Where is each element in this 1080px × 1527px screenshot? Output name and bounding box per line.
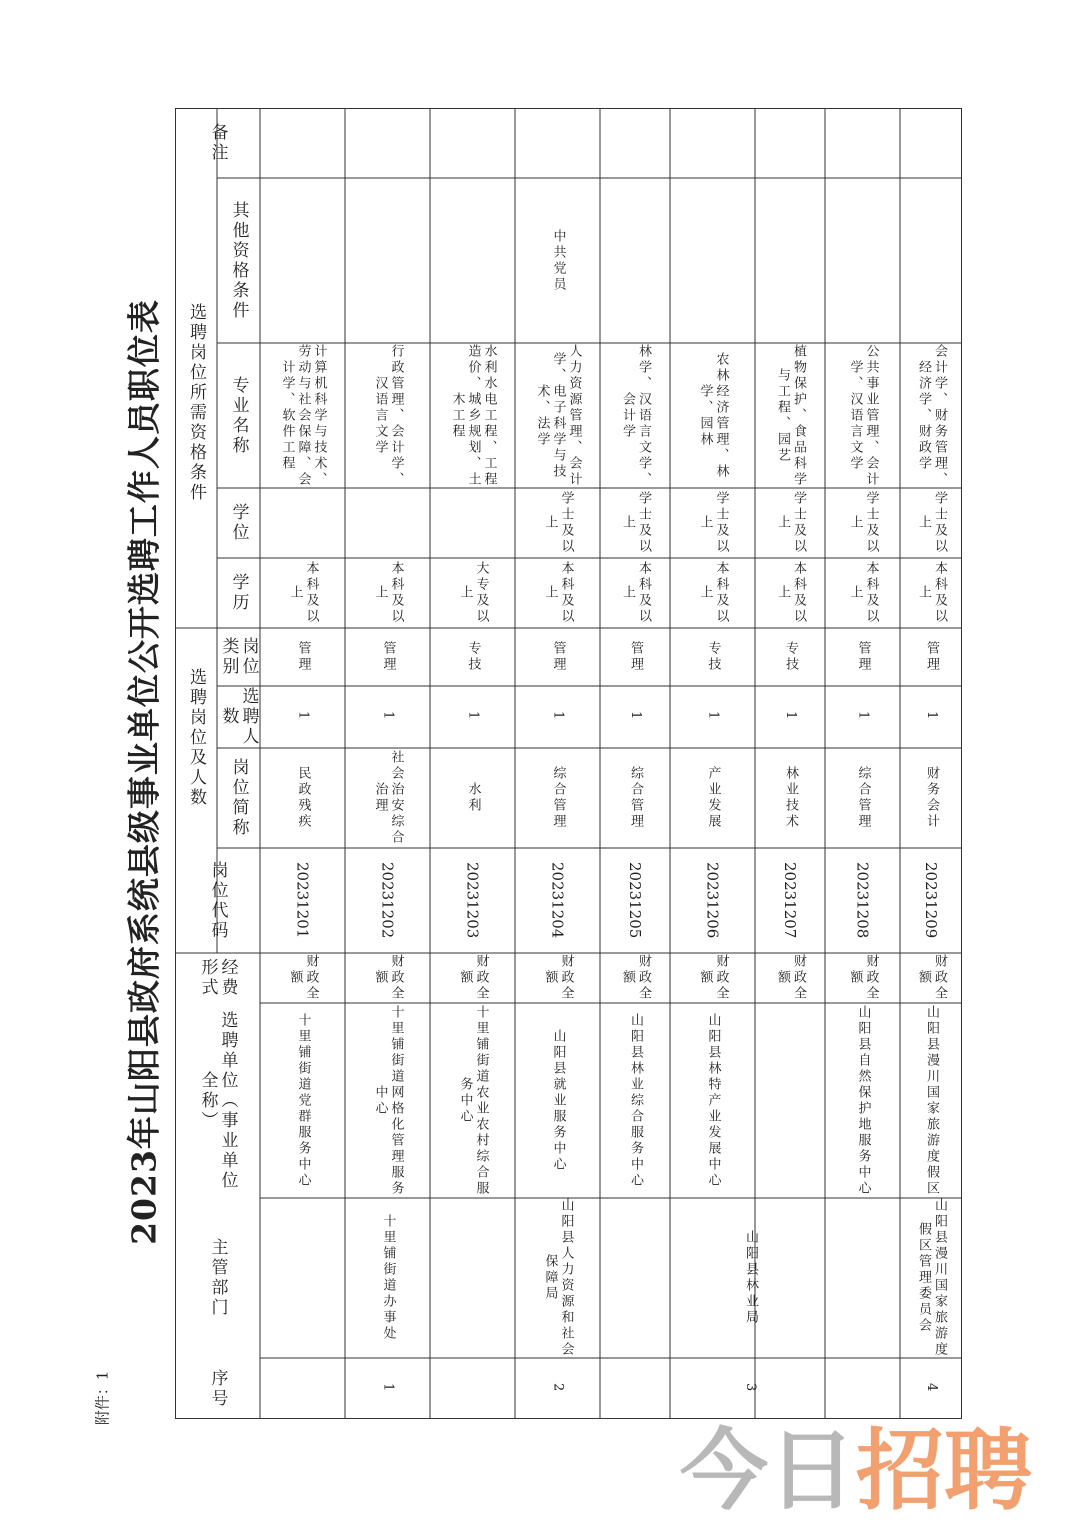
row-unit <box>260 1003 345 1198</box>
header-degree <box>217 488 260 558</box>
row-code <box>345 848 430 953</box>
row-funding <box>430 953 515 1003</box>
header-department-text: 主管部门 <box>207 1238 228 1318</box>
row-category <box>600 628 670 686</box>
row-funding <box>825 953 900 1003</box>
header-remark-text: 备注 <box>207 123 228 163</box>
row-code-text: 20231203 <box>463 862 482 939</box>
row-degree-text: 学士及以上 <box>916 491 947 555</box>
row-major-text: 植物保护、食品科学与工程、园艺 <box>775 343 806 488</box>
row-education <box>670 558 755 628</box>
row-category <box>515 628 600 686</box>
row-education <box>600 558 670 628</box>
row-major <box>600 343 670 488</box>
row-count-text: 1 <box>855 711 871 723</box>
watermark-part1: 今日 <box>680 1419 857 1522</box>
position-table <box>175 108 962 1419</box>
row-category-text: 专技 <box>705 641 721 673</box>
group-department-text: 山阳县漫川国家旅游度假区管理委员会 <box>916 1198 947 1358</box>
row-education <box>345 558 430 628</box>
row-remark <box>900 108 962 178</box>
row-code <box>260 848 345 953</box>
row-remark <box>755 108 825 178</box>
header-seq <box>175 1358 260 1419</box>
row-category-text: 专技 <box>783 641 798 673</box>
row-education-text: 本科及以上 <box>697 561 729 625</box>
row-unit <box>825 1003 900 1198</box>
row-education <box>900 558 962 628</box>
header-category <box>217 628 260 686</box>
row-funding <box>755 953 825 1003</box>
header-qualification-group <box>175 178 217 628</box>
row-unit-text: 山阳县林业综合服务中心 <box>628 1012 643 1189</box>
row-position <box>755 748 825 848</box>
row-unit <box>345 1003 430 1198</box>
row-count-text: 1 <box>705 711 721 723</box>
row-funding-text: 财政全额 <box>697 954 729 1002</box>
row-category <box>900 628 962 686</box>
page-title: 2023年山阳县政府系统县级事业单位公开选聘工作人员职位表 <box>124 299 164 1245</box>
row-position <box>345 748 430 848</box>
row-category <box>345 628 430 686</box>
row-count-text: 1 <box>465 711 481 723</box>
row-education-text: 本科及以上 <box>287 561 319 625</box>
header-education-text: 学历 <box>228 573 249 613</box>
row-category-text: 管理 <box>380 641 396 673</box>
row-other <box>260 178 345 343</box>
row-major-text: 行政管理、会计学、汉语言文学 <box>372 343 404 488</box>
header-remark <box>175 108 260 178</box>
row-position-text: 产业发展 <box>705 766 721 830</box>
row-code-text: 20231208 <box>853 862 872 939</box>
header-code-text: 岗位代码 <box>207 860 228 941</box>
header-count <box>217 686 260 748</box>
group-department-text: 山阳县林业局 <box>743 1230 758 1326</box>
row-education-text: 本科及以上 <box>775 561 806 625</box>
row-degree <box>755 488 825 558</box>
row-category-text: 管理 <box>924 641 939 673</box>
row-remark <box>345 108 430 178</box>
group-seq-text: 3 <box>743 1382 758 1395</box>
row-count <box>430 686 515 748</box>
header-seq-text: 序号 <box>207 1368 228 1409</box>
row-position <box>515 748 600 848</box>
row-category <box>755 628 825 686</box>
group-department <box>600 1198 900 1358</box>
row-unit <box>430 1003 515 1198</box>
row-remark <box>260 108 345 178</box>
row-code <box>430 848 515 953</box>
group-seq <box>600 1358 900 1419</box>
row-education <box>515 558 600 628</box>
row-category-text: 管理 <box>855 641 871 673</box>
row-major-text: 人力资源管理、会计学、电子科学与技术、法学 <box>534 343 582 488</box>
row-unit <box>900 1003 962 1198</box>
row-category <box>260 628 345 686</box>
row-count <box>900 686 962 748</box>
row-funding-text: 财政全额 <box>287 954 319 1002</box>
row-education <box>430 558 515 628</box>
group-seq <box>900 1358 962 1419</box>
row-position-text: 综合管理 <box>855 766 871 830</box>
row-position <box>825 748 900 848</box>
row-unit-text: 十里铺街道党群服务中心 <box>295 1012 311 1189</box>
row-remark <box>430 108 515 178</box>
row-code-text: 20231209 <box>922 862 940 939</box>
row-position-text: 水利 <box>465 782 481 814</box>
row-category <box>430 628 515 686</box>
header-position-name <box>217 748 260 848</box>
row-count <box>825 686 900 748</box>
row-unit-text: 十里铺街道网格化管理服务中心 <box>372 1004 404 1197</box>
row-education-text: 大专及以上 <box>457 561 489 625</box>
row-education-text: 本科及以上 <box>372 561 404 625</box>
row-degree <box>345 488 430 558</box>
row-position <box>600 748 670 848</box>
row-other <box>600 178 670 343</box>
row-position <box>670 748 755 848</box>
row-other <box>670 178 755 343</box>
row-major-text: 林学、汉语言文学、会计学 <box>620 343 651 488</box>
row-degree <box>825 488 900 558</box>
row-funding <box>260 953 345 1003</box>
header-funding <box>175 953 260 1003</box>
row-other-text: 中共党员 <box>550 228 566 293</box>
row-major <box>345 343 430 488</box>
row-funding <box>345 953 430 1003</box>
row-other <box>345 178 430 343</box>
row-funding-text: 财政全额 <box>372 954 404 1002</box>
row-degree-text: 学士及以上 <box>775 491 806 555</box>
watermark-part2: 招聘 <box>856 1419 1033 1522</box>
row-count <box>260 686 345 748</box>
row-funding <box>600 953 670 1003</box>
group-department-text: 十里铺街道办事处 <box>380 1214 396 1342</box>
header-degree-text: 学位 <box>228 503 249 543</box>
group-department <box>260 1198 515 1358</box>
row-funding <box>900 953 962 1003</box>
watermark-logo <box>680 1420 1075 1522</box>
row-code-text: 20231206 <box>703 862 722 939</box>
row-code <box>900 848 962 953</box>
row-count <box>670 686 755 748</box>
row-major-text: 农林经济管理、林学、园林 <box>697 351 729 480</box>
row-position-text: 民政残疾 <box>295 766 311 830</box>
row-unit-text: 山阳县漫川国家旅游度假区 <box>924 1004 939 1197</box>
row-major <box>755 343 825 488</box>
row-category-text: 专技 <box>465 641 481 673</box>
row-position-text: 综合管理 <box>550 766 566 830</box>
row-education-text: 本科及以上 <box>542 561 574 625</box>
row-position-text: 社会治安综合治理 <box>372 750 404 846</box>
row-funding-text: 财政全额 <box>457 954 489 1002</box>
row-degree <box>900 488 962 558</box>
row-position <box>430 748 515 848</box>
row-major <box>670 343 755 488</box>
group-department <box>515 1198 600 1358</box>
header-count-text: 选聘人数 <box>218 687 259 747</box>
row-degree <box>670 488 755 558</box>
header-unit-text: 选聘单位（事业单位全称） <box>197 1010 238 1191</box>
row-degree <box>260 488 345 558</box>
row-degree <box>600 488 670 558</box>
group-seq-text: 2 <box>550 1382 566 1395</box>
row-degree <box>430 488 515 558</box>
row-funding-text: 财政全额 <box>542 954 574 1002</box>
header-position-group <box>175 628 217 848</box>
row-position-text: 综合管理 <box>628 766 643 830</box>
header-other <box>217 178 260 343</box>
header-position-name-text: 岗位简称 <box>228 758 249 838</box>
row-major <box>430 343 515 488</box>
row-education <box>825 558 900 628</box>
row-other <box>430 178 515 343</box>
header-code <box>175 848 260 953</box>
row-other <box>825 178 900 343</box>
row-major <box>825 343 900 488</box>
header-education <box>217 558 260 628</box>
header-other-text: 其他资格条件 <box>228 200 249 321</box>
row-major <box>900 343 962 488</box>
row-major-text: 公共事业管理、会计学、汉语言文学 <box>847 343 879 488</box>
row-major-text: 计算机科学与技术、劳动与社会保障、会计学、软件工程 <box>279 343 327 488</box>
row-unit <box>755 1003 825 1198</box>
row-degree-text: 学士及以上 <box>697 491 729 555</box>
group-department-text: 山阳县人力资源和社会保障局 <box>542 1198 574 1358</box>
row-funding-text: 财政全额 <box>916 954 947 1002</box>
row-position <box>260 748 345 848</box>
row-education-text: 本科及以上 <box>916 561 947 625</box>
row-code-text: 20231205 <box>626 862 644 939</box>
row-code-text: 20231207 <box>781 862 799 939</box>
row-count-text: 1 <box>380 711 396 723</box>
row-remark <box>600 108 670 178</box>
row-count-text: 1 <box>295 711 311 723</box>
row-major <box>515 343 600 488</box>
row-count <box>755 686 825 748</box>
row-unit-text: 山阳县自然保护地服务中心 <box>855 1004 871 1197</box>
row-count-text: 1 <box>550 711 566 723</box>
row-count-text: 1 <box>628 711 643 723</box>
row-count <box>600 686 670 748</box>
row-category-text: 管理 <box>295 641 311 673</box>
row-count <box>515 686 600 748</box>
header-department <box>175 1198 260 1358</box>
row-code-text: 20231204 <box>548 862 567 939</box>
row-unit <box>670 1003 755 1198</box>
group-seq-text: 1 <box>380 1382 396 1395</box>
row-category <box>825 628 900 686</box>
header-position-group-text: 选聘岗位及人数 <box>186 668 206 808</box>
row-education-text: 本科及以上 <box>620 561 651 625</box>
row-degree <box>515 488 600 558</box>
row-category-text: 管理 <box>628 641 643 673</box>
group-department <box>900 1198 962 1358</box>
row-code <box>515 848 600 953</box>
row-remark <box>670 108 755 178</box>
row-unit-text: 十里铺街道农业农村综合服务中心 <box>457 1004 489 1197</box>
header-major <box>217 343 260 488</box>
header-category-text: 岗位类别 <box>218 637 259 677</box>
row-code <box>755 848 825 953</box>
attachment-label: 附件：1 <box>93 1370 112 1426</box>
row-funding <box>670 953 755 1003</box>
row-category <box>670 628 755 686</box>
row-funding-text: 财政全额 <box>620 954 651 1002</box>
row-education-text: 本科及以上 <box>847 561 879 625</box>
row-other <box>755 178 825 343</box>
row-major-text: 水利水电工程、工程造价、城乡规划、土木工程 <box>449 343 497 488</box>
row-remark <box>825 108 900 178</box>
group-seq <box>260 1358 515 1419</box>
header-major-text: 专业名称 <box>228 375 249 456</box>
row-funding-text: 财政全额 <box>847 954 879 1002</box>
header-funding-text: 经费形式 <box>197 958 238 998</box>
row-unit <box>515 1003 600 1198</box>
row-code <box>670 848 755 953</box>
row-category-text: 管理 <box>550 641 566 673</box>
row-other <box>900 178 962 343</box>
row-code <box>825 848 900 953</box>
row-code <box>600 848 670 953</box>
row-code-text: 20231202 <box>378 862 397 939</box>
header-qualification-group-text: 选聘岗位所需资格条件 <box>186 303 206 503</box>
row-education <box>260 558 345 628</box>
header-unit <box>175 1003 260 1198</box>
row-position-text: 财务会计 <box>924 766 939 830</box>
row-degree-text: 学士及以上 <box>542 491 574 555</box>
row-funding <box>515 953 600 1003</box>
row-position-text: 林业技术 <box>783 766 798 830</box>
row-funding-text: 财政全额 <box>775 954 806 1002</box>
row-code-text: 20231201 <box>293 862 312 939</box>
group-seq <box>515 1358 600 1419</box>
row-count <box>345 686 430 748</box>
row-unit <box>600 1003 670 1198</box>
row-position <box>900 748 962 848</box>
row-count-text: 1 <box>783 711 798 723</box>
row-major <box>260 343 345 488</box>
group-seq-text: 4 <box>924 1382 939 1395</box>
row-degree-text: 学士及以上 <box>620 491 651 555</box>
row-degree-text: 学士及以上 <box>847 491 879 555</box>
row-other <box>515 178 600 343</box>
row-count-text: 1 <box>924 711 939 723</box>
row-unit-text: 山阳县就业服务中心 <box>550 1028 566 1173</box>
row-education <box>755 558 825 628</box>
row-major-text: 会计学、财务管理、经济学、财政学 <box>916 343 947 488</box>
row-remark <box>515 108 600 178</box>
row-unit-text: 山阳县林特产业发展中心 <box>705 1012 721 1189</box>
